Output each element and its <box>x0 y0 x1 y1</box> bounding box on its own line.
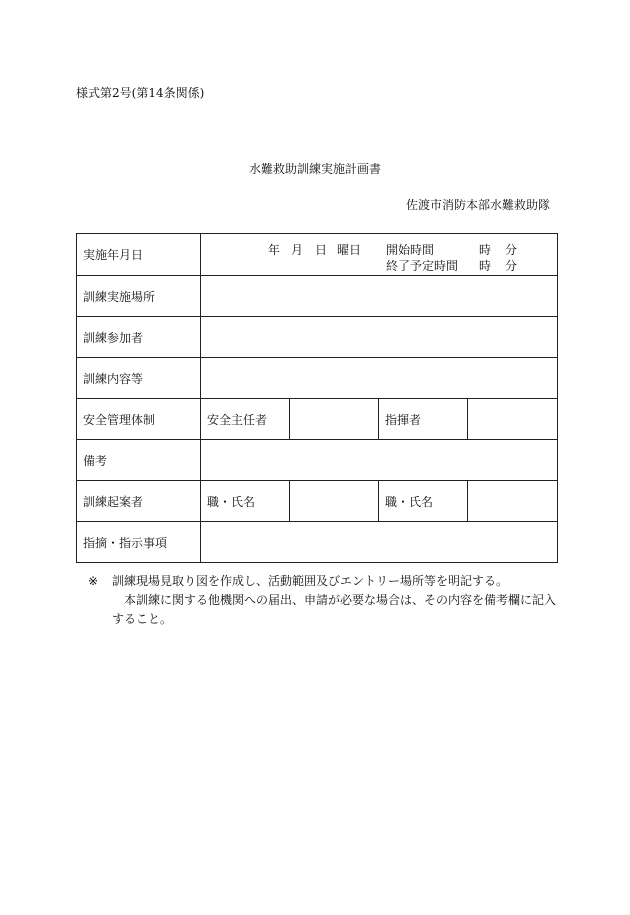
content-input-cell[interactable] <box>201 358 558 399</box>
remarks-input-cell[interactable] <box>201 440 558 481</box>
note-line-1: 訓練現場見取り図を作成し、活動範囲及びエントリー場所等を明記する。 <box>112 574 509 588</box>
remarks-label: 備考 <box>77 440 201 481</box>
location-label: 訓練実施場所 <box>77 276 201 317</box>
row-participants <box>77 317 558 358</box>
year-label: 年 <box>268 243 281 257</box>
end-hour-label: 時 <box>479 259 492 273</box>
day-label: 日 <box>315 243 328 257</box>
planner-position-name-label: 職・氏名 <box>201 481 290 522</box>
approver-position-name-label: 職・氏名 <box>379 481 468 522</box>
row-location <box>77 276 558 317</box>
participants-label: 訓練参加者 <box>77 317 201 358</box>
content-label: 訓練内容等 <box>77 358 201 399</box>
note-mark: ※ <box>88 574 99 588</box>
commander-input-cell[interactable] <box>468 399 558 440</box>
instructions-input-cell[interactable] <box>201 522 558 563</box>
start-minute-label: 分 <box>505 243 518 257</box>
planner-label: 訓練起案者 <box>77 481 201 522</box>
row-content <box>77 358 558 399</box>
training-plan-table <box>76 233 558 563</box>
note-line-2: 本訓練に関する他機関への届出、申請が必要な場合は、その内容を備考欄に記入すること。 <box>112 593 557 626</box>
notes <box>88 572 556 629</box>
row-remarks <box>77 440 558 481</box>
organization-name: 佐渡市消防本部水難救助隊 <box>405 198 550 212</box>
safety-label: 安全管理体制 <box>77 399 201 440</box>
document-title: 水難救助訓練実施計画書 <box>248 162 381 176</box>
approver-position-name-input-cell[interactable] <box>468 481 558 522</box>
row-date <box>77 234 558 276</box>
row-safety <box>77 399 558 440</box>
planner-position-name-input-cell[interactable] <box>290 481 379 522</box>
row-planner <box>77 481 558 522</box>
location-input-cell[interactable] <box>201 276 558 317</box>
safety-officer-input-cell[interactable] <box>290 399 379 440</box>
end-minute-label: 分 <box>505 259 518 273</box>
row-instructions <box>77 522 558 563</box>
end-time-label: 終了予定時間 <box>386 259 459 273</box>
note-item-1 <box>88 572 556 591</box>
participants-input-cell[interactable] <box>201 317 558 358</box>
start-hour-label: 時 <box>479 243 492 257</box>
start-time-label: 開始時間 <box>386 243 435 257</box>
weekday-label: 曜日 <box>337 243 362 257</box>
month-label: 月 <box>291 243 304 257</box>
instructions-label: 指摘・指示事項 <box>77 522 201 563</box>
date-input-cell[interactable] <box>201 234 558 276</box>
form-number: 様式第2号(第14条関係) <box>76 86 205 100</box>
safety-officer-label: 安全主任者 <box>201 399 290 440</box>
commander-label: 指揮者 <box>379 399 468 440</box>
date-label: 実施年月日 <box>77 234 201 276</box>
